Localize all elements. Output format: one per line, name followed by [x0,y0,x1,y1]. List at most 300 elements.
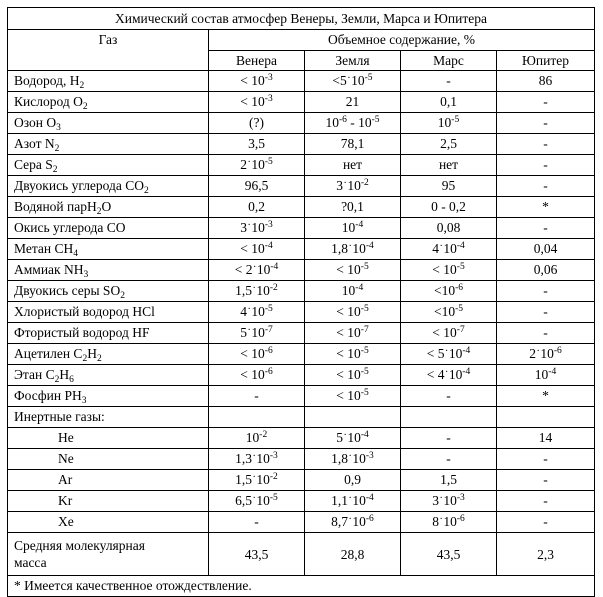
mean-molecular-mass-row [8,533,595,576]
text-part: - [543,94,548,109]
value-hydrogen-earth [305,71,401,92]
table-row [8,302,595,323]
value-oxygen-venus [209,92,305,113]
value-hcl-jupiter [497,302,595,323]
gas-name-ammonia [8,260,209,281]
gas-name-ethane [8,365,209,386]
dot-part: · [444,346,449,357]
value-nitrogen-mars [401,134,497,155]
value-kr-mars [401,491,497,512]
value-inert-mars [401,407,497,428]
sup-part: -6 [338,115,347,125]
value-nitrogen-earth [305,134,401,155]
dot-part: · [439,241,443,252]
sup-part: -4 [548,367,557,377]
text-part: <10 [433,304,456,319]
text-part: - [446,451,451,466]
text-part: Хлористый водород HCl [14,304,155,319]
value-kr-earth [305,491,401,512]
text-part: 3,5 [248,136,265,151]
sup-part: -3 [264,94,273,104]
text-part: 1,5 [235,283,253,298]
dot-part: · [252,493,256,504]
sup-part: -4 [270,262,279,272]
text-part: 0 - 0,2 [431,199,466,214]
value-co2-mars [401,176,497,197]
text-part: Водород, H [14,73,80,88]
dot-part: · [348,493,352,504]
sup-part: -3 [269,451,278,461]
mass-value-earth: 28,8 [305,533,401,576]
value-ozone-earth [305,113,401,134]
value-ar-jupiter [497,470,595,491]
text-part: 10 [325,115,339,130]
text-part: - [254,388,259,403]
sup-part: -5 [360,262,369,272]
sup-part: -5 [264,304,273,314]
sub-part: 2 [82,102,88,112]
text-part: Водяной парH [14,199,97,214]
value-inert-jupiter [497,407,595,428]
gas-name-co2 [8,176,209,197]
text-part: 8,7 [331,514,349,529]
text-part: 1,3 [235,451,253,466]
value-sulfur-earth [305,155,401,176]
text-part: Сера S [14,157,53,172]
value-ammonia-mars [401,260,497,281]
text-part: 2 [240,157,247,172]
gas-name-phosphine [8,386,209,407]
planet-header-mars: Марс [401,51,497,71]
text-part: 1,5 [235,472,253,487]
sub-part: 3 [56,123,61,133]
sup-part: -3 [264,73,273,83]
text-part: 10 [251,157,265,172]
sup-part: -3 [264,220,273,230]
text-part: 10 [251,325,265,340]
sup-part: -2 [259,430,268,440]
value-water-mars [401,197,497,218]
text-part: 10 [256,493,270,508]
value-water-venus [209,197,305,218]
text-part: нет [438,157,459,172]
dot-part: · [247,220,251,231]
text-part: < 10 [336,346,361,361]
text-part: < 10 [336,262,361,277]
text-part: - [543,451,548,466]
gas-name-oxygen [8,92,209,113]
text-part: <10 [433,283,456,298]
value-ammonia-earth [305,260,401,281]
sub-part: 2 [54,144,60,154]
table-row [8,344,595,365]
value-he-jupiter [497,428,595,449]
text-part: 10 [245,430,260,445]
sub-part: 2 [82,354,88,364]
value-so2-earth [305,281,401,302]
text-part: 0,06 [533,262,558,277]
value-methane-jupiter [497,239,595,260]
text-part: < 10 [336,325,361,340]
sub-part: 2 [54,375,60,385]
text-part: - [446,73,451,88]
text-part: H [59,367,70,382]
dot-part: · [247,157,251,168]
value-ozone-venus [209,113,305,134]
text-part: < 10 [240,94,265,109]
text-part: 10 [540,346,554,361]
gas-name-sulfur [8,155,209,176]
value-acetylene-venus [209,344,305,365]
text-part: Kr [58,493,73,508]
value-xe-jupiter [497,512,595,533]
table-row [8,449,595,470]
text-part: * [542,199,549,214]
dot-part: · [247,325,251,336]
sub-part: 4 [73,249,78,259]
text-part: 0,1 [440,94,457,109]
value-ammonia-venus [209,260,305,281]
text-part: 4 [240,304,247,319]
table-row [8,92,595,113]
value-sulfur-venus [209,155,305,176]
text-part: 96,5 [244,178,269,193]
sup-part: -4 [462,346,471,356]
gas-name-ozone [8,113,209,134]
text-part: Азот N [14,136,55,151]
text-part: - [543,472,548,487]
value-oxygen-mars [401,92,497,113]
text-part: 10 [443,493,457,508]
text-part: 10 [448,367,463,382]
sup-part: -4 [355,283,364,293]
value-methane-venus [209,239,305,260]
sup-part: -5 [371,115,380,125]
dot-part: · [252,472,256,483]
text-part: (?) [249,115,264,130]
sup-part: -2 [269,472,278,482]
text-part: <5 [332,73,347,88]
text-part: < 10 [432,325,457,340]
text-part: - [446,388,451,403]
table-row [8,218,595,239]
text-part: Xe [58,514,74,529]
sup-part: -5 [451,115,460,125]
sub-part: 2 [79,81,85,91]
value-methane-mars [401,239,497,260]
table-row [8,71,595,92]
value-acetylene-earth [305,344,401,365]
sup-part: -5 [360,346,369,356]
table-row [8,470,595,491]
text-part: 0,2 [248,199,265,214]
text-part: 95 [441,178,456,193]
sub-part: 3 [81,396,87,406]
text-part: Фосфин PH [14,388,82,403]
sup-part: -2 [360,178,369,188]
value-he-venus [209,428,305,449]
dot-part: · [252,283,256,294]
text-part: - [543,325,548,340]
text-part: He [58,430,74,445]
text-part: 10 [352,241,366,256]
value-hf-venus [209,323,305,344]
text-part: < 10 [336,304,361,319]
text-part: 10 [443,241,457,256]
value-oxygen-earth [305,92,401,113]
table-row [8,260,595,281]
planet-header-jupiter: Юпитер [497,51,595,71]
sup-part: -6 [264,346,273,356]
footnote: * Имеется качественное отождествление. [8,576,595,597]
text-part: 2,5 [440,136,457,151]
value-xe-mars [401,512,497,533]
planet-header-venus: Венера [209,51,305,71]
sub-part: 2 [52,165,58,175]
text-part: < 4 [426,367,445,382]
text-part: 10 [256,472,270,487]
value-sulfur-mars [401,155,497,176]
sub-part: 2 [120,291,125,301]
gas-name-kr [8,491,209,512]
text-part: Кислород O [14,94,83,109]
sup-part: -6 [264,367,273,377]
sup-part: -5 [269,493,278,503]
text-part: < 10 [240,367,265,382]
text-part: - [543,178,548,193]
value-ar-mars [401,470,497,491]
text-part: < 2 [234,262,253,277]
value-inert-venus [209,407,305,428]
value-ethane-venus [209,365,305,386]
value-hcl-earth [305,302,401,323]
table-row [8,197,595,218]
text-part: 1,5 [440,472,457,487]
value-ozone-mars [401,113,497,134]
table-row [8,428,595,449]
value-ar-venus [209,470,305,491]
text-part: 3 [240,220,247,235]
value-co2-venus [209,176,305,197]
sup-part: -5 [360,304,369,314]
text-part: нет [342,157,363,172]
gas-name-he [8,428,209,449]
text-part: 10 [256,262,271,277]
text-part: ?0,1 [341,199,364,214]
dot-part: · [536,346,540,357]
text-part: - [254,514,259,529]
text-part: - [543,283,548,298]
text-part: < 10 [432,262,457,277]
sup-part: -7 [264,325,273,335]
value-hf-mars [401,323,497,344]
text-part: Двуокись серы SO [14,283,121,298]
text-part: - [543,157,548,172]
text-part: 1,8 [331,451,349,466]
sub-part: 6 [69,375,74,385]
text-part: 4 [432,241,439,256]
text-part: Инертные газы: [14,409,105,424]
value-so2-mars [401,281,497,302]
atmosphere-composition-table [7,7,595,597]
dot-part: · [343,178,347,189]
table-row [8,155,595,176]
value-co2-jupiter [497,176,595,197]
sup-part: -3 [456,493,465,503]
volume-content-header: Объемное содержание, % [209,30,595,51]
text-part: 10 [352,514,366,529]
text-part: 0,9 [344,472,361,487]
value-he-earth [305,428,401,449]
sub-part: 2 [144,186,149,196]
sup-part: -5 [360,367,369,377]
value-hf-earth [305,323,401,344]
dot-part: · [247,304,251,315]
text-part: Метан CH [14,241,74,256]
value-phosphine-mars [401,386,497,407]
sup-part: -4 [365,241,374,251]
text-part: Фтористый водород HF [14,325,150,340]
gas-name-inert [8,407,209,428]
sup-part: -3 [365,451,374,461]
table-title: Химический состав атмосфер Венеры, Земли, Марса и Юпитера [8,8,595,30]
text-part: Двуокись углерода CO [14,178,145,193]
mass-label-line2: масса [14,555,47,570]
text-part: - [543,493,548,508]
value-so2-venus [209,281,305,302]
dot-part: · [343,430,347,441]
text-part: Ne [58,451,74,466]
gas-name-methane [8,239,209,260]
text-part: - [543,136,548,151]
dot-part: · [348,514,352,525]
text-part: Окись углерода CO [14,220,126,235]
value-ethane-jupiter [497,365,595,386]
text-part: O [101,199,112,214]
sup-part: -4 [462,367,471,377]
sup-part: -5 [456,262,465,272]
table-row [8,323,595,344]
table-row [8,512,595,533]
gas-name-hydrogen [8,71,209,92]
text-part: - [543,514,548,529]
text-part: 10 [251,304,265,319]
text-part: < 5 [426,346,445,361]
sub-part: 2 [96,207,102,217]
text-part: H [87,346,97,361]
value-co-mars [401,218,497,239]
table-row [8,407,595,428]
text-part: 0,08 [436,220,461,235]
value-co-earth [305,218,401,239]
dot-part: · [444,367,449,378]
value-kr-jupiter [497,491,595,512]
gas-name-xe [8,512,209,533]
text-part: < 10 [240,73,265,88]
gas-column-header: Газ [8,30,209,71]
text-part: 10 [256,283,270,298]
text-part: 5 [336,430,343,445]
sup-part: -6 [553,346,562,356]
value-xe-venus [209,512,305,533]
table-row [8,239,595,260]
text-part: - [543,304,548,319]
value-xe-earth [305,512,401,533]
table-row [8,176,595,197]
gas-name-co [8,218,209,239]
mass-value-venus: 43,5 [209,533,305,576]
sub-part: 2 [96,354,102,364]
value-hydrogen-jupiter [497,71,595,92]
value-ne-earth [305,449,401,470]
sup-part: -4 [355,220,364,230]
text-part: Озон O [14,115,57,130]
mass-value-jupiter: 2,3 [497,533,595,576]
table-row [8,386,595,407]
value-nitrogen-jupiter [497,134,595,155]
value-ethane-earth [305,365,401,386]
text-part: Этан C [14,367,55,382]
text-part: 10 [352,451,366,466]
gas-name-nitrogen [8,134,209,155]
text-part: < 10 [240,346,265,361]
text-part: - [543,220,548,235]
text-part: 10 [437,115,452,130]
text-part: 10 [347,430,361,445]
value-kr-venus [209,491,305,512]
sup-part: -5 [264,157,273,167]
text-part: 0,04 [533,241,558,256]
gas-name-hcl [8,302,209,323]
value-hydrogen-mars [401,71,497,92]
text-part: Аммиак NH [14,262,84,277]
text-part: 1,1 [331,493,349,508]
sup-part: -7 [360,325,369,335]
value-phosphine-earth [305,386,401,407]
sup-part: -5 [364,73,373,83]
value-ethane-mars [401,365,497,386]
value-hcl-mars [401,302,497,323]
table-row [8,491,595,512]
value-water-earth [305,197,401,218]
footnote-row [8,576,595,597]
value-ammonia-jupiter [497,260,595,281]
value-ar-earth [305,470,401,491]
text-part: Ацетилен C [14,346,83,361]
sup-part: -4 [264,241,273,251]
text-part: 86 [538,73,553,88]
sup-part: -4 [456,241,465,251]
value-co2-earth [305,176,401,197]
table-container [7,7,594,597]
value-methane-earth [305,239,401,260]
value-inert-earth [305,407,401,428]
dot-part: · [439,514,443,525]
value-co-venus [209,218,305,239]
text-part: * [542,388,549,403]
value-ozone-jupiter [497,113,595,134]
text-part: < 10 [336,367,361,382]
mass-value-mars: 43,5 [401,533,497,576]
value-ne-jupiter [497,449,595,470]
value-acetylene-jupiter [497,344,595,365]
value-ne-mars [401,449,497,470]
dot-part: · [252,262,257,273]
sup-part: -6 [456,514,465,524]
text-part: - 10 [346,115,372,130]
sup-part: -6 [365,514,374,524]
text-part: 6,5 [235,493,253,508]
